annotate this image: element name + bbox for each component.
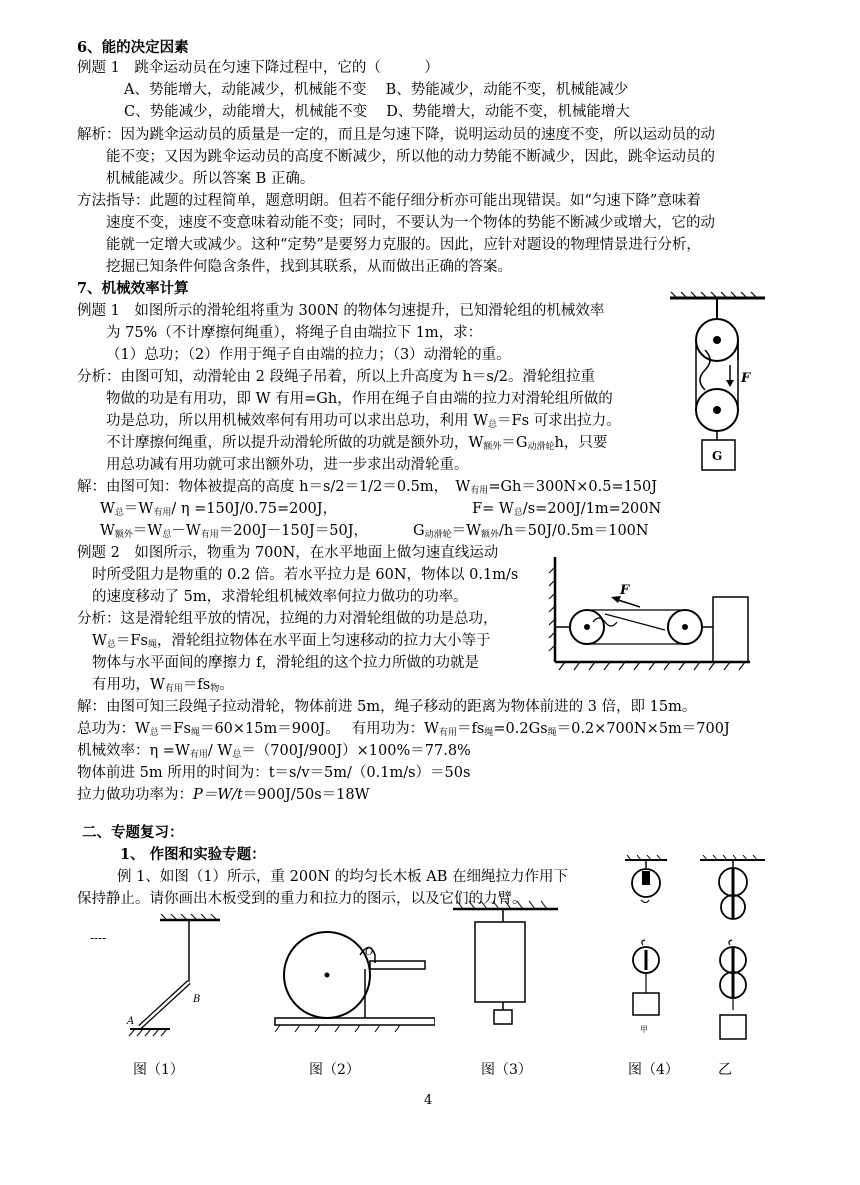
question-6: 例题 1 跳伞运动员在匀速下降过程中，它的（ ） xyxy=(77,60,439,76)
f2-line-2: $W_总=Fs_绳$，滑轮组拉物体在水平面上匀速移动的拉力大小等于 xyxy=(92,633,491,650)
f2-line-1: 分析：这是滑轮组平放的情况，拉绳的力对滑轮组做的功是总功， xyxy=(77,611,498,627)
figure-1-board xyxy=(85,912,235,1047)
q2-line-3: 的速度移动了 5m，求滑轮组机械效率何拉力做功的功率。 xyxy=(92,589,468,605)
label-jia: 甲 xyxy=(640,1025,648,1034)
label-a: A xyxy=(127,1016,135,1027)
force-label-f: F xyxy=(741,371,751,386)
k-line-4: 物体前进 5m 所用的时间为：t＝s/v＝5m/（0.1m/s）＝50s xyxy=(77,765,471,781)
q1-line-2: 为 75%（不计摩擦何绳重），将绳子自由端拉下 1m，求： xyxy=(106,325,483,341)
fx-line-4: 不计摩擦何绳重，所以提升动滑轮所做的功就是额外功，$W_{额外}=G_{动滑轮}h$，只要 xyxy=(106,435,608,452)
k-line-5: 拉力做功功率为：P＝W/t＝900J/50s＝18W xyxy=(77,787,370,803)
heading-7: 7、机械效率计算 xyxy=(77,280,189,297)
example1-line-1: 例 1、如图（1）所示，重 200N 的均匀长木板 AB 在细绳拉力作用下 xyxy=(117,869,568,885)
weight-label-g: G xyxy=(712,449,723,463)
fx-line-5: 用总功减有用功就可求出额外功，进一步求出动滑轮重。 xyxy=(106,457,469,473)
caption-fig-2: 图（2） xyxy=(309,1062,360,1078)
caption-fig-3: 图（3） xyxy=(481,1062,532,1078)
figure-2-roller xyxy=(265,925,435,1040)
method-line-4: 挖掘已知条件何隐含条件，找到其联系，从而做出正确的答案。 xyxy=(106,259,512,275)
page-number: 4 xyxy=(424,1093,433,1108)
example1-line-2: 保持静止。请你画出木板受到的重力和拉力的图示，以及它们的力臂。 xyxy=(77,891,527,907)
caption-fig-1: 图（1） xyxy=(133,1062,184,1078)
review-heading: 二、专题复习： xyxy=(82,824,184,841)
heading-6: 6、能的决定因素 xyxy=(77,39,189,56)
method-line-2: 速度不变，速度不变意味着动能不变；同时，不要认为一个物体的势能不断减少或增大，它的动 xyxy=(106,215,715,231)
fx-line-2: 物做的功是有用功，即 W 有用=Gh，作用在绳子自由端的拉力对滑轮组所做的 xyxy=(106,391,613,407)
method-line-3: 能就一定增大或减少。这种“定势”是要努力克服的。因此，应针对题设的物理情景进行分析， xyxy=(106,237,701,253)
label-b: B xyxy=(193,994,201,1005)
force-label-f-2: F xyxy=(620,583,630,598)
option-ab: A、势能增大，动能减少，机械能不变 B、势能减少，动能不变，机械能减少 xyxy=(124,82,629,98)
q2-line-1: 例题 2 如图所示，物重为 700N，在水平地面上做匀速直线运动 xyxy=(77,545,499,561)
figure-3-hanging-block xyxy=(448,897,563,1042)
f2-line-3: 物体与水平面间的摩擦力 f，滑轮组的这个拉力所做的功就是 xyxy=(92,655,479,671)
review-subheading: 1、 作图和实验专题： xyxy=(120,846,266,863)
fx-line-1: 分析：由图可知，动滑轮由 2 段绳子吊着，所以上升高度为 h＝s/2。滑轮组拉重 xyxy=(77,369,595,385)
horizontal-pulley-figure xyxy=(545,552,755,682)
q1-line-3: （1）总功；（2）作用于绳子自由端的拉力；（3）动滑轮的重。 xyxy=(106,347,511,363)
k-line-3: 机械效率：$\eta =W_{有用}/$ $W_总=(700J/900J)\times 100\%=77.8\%$ xyxy=(77,743,471,760)
pulley-block-figure xyxy=(665,290,770,475)
analysis-line-1: 解析：因为跳伞运动员的质量是一定的，而且是匀速下降，说明运动员的速度不变，所以运动员的动 xyxy=(77,127,715,143)
dashed-marker: ---- xyxy=(90,931,107,945)
f2-line-4: 有用功，$W_{有用}=fs_物$。 xyxy=(92,677,234,694)
q2-line-2: 时所受阻力是物重的 0.2 倍。若水平拉力是 60N，物体以 0.1m/s xyxy=(92,567,519,583)
caption-yi: 乙 xyxy=(718,1062,732,1078)
figure-4-pulleys xyxy=(615,855,775,1050)
q1-line-1: 例题 1 如图所示的滑轮组将重为 300N 的物体匀速提升，已知滑轮组的机械效率 xyxy=(77,303,605,319)
solution-line-3: $W_{额外}=W_总-W_{有用}=200J-150J=50J$， $G_{动滑轮}=W_{额外}/h=50J/0.5m=100N$ xyxy=(100,523,649,540)
option-cd: C、势能减少，动能增大，机械能不变 D、势能增大，动能不变，机械能增大 xyxy=(124,104,630,120)
method-line-1: 方法指导：此题的过程简单，题意明朗。但若不能仔细分析亦可能出现错误。如“匀速下降”意味着 xyxy=(77,193,701,209)
k-line-1: 解：由图可知三段绳子拉动滑轮，物体前进 5m，绳子移动的距离为物体前进的 3 倍，即 15m。 xyxy=(77,699,697,715)
solution-line-2: $W_总=W_{有用}/$ η =150J/0.75=200J， $F= W_总/s=200J/1m=200N$ xyxy=(100,501,662,518)
caption-fig-4: 图（4） xyxy=(628,1062,679,1078)
analysis-line-3: 机械能减少。所以答案 B 正确。 xyxy=(106,171,315,187)
k-line-2: 总功为：$W_总=Fs_绳=60\times 15m=900J$。 有用功为：$W_{有用}=fs_绳=0.2Gs_绳=0.2\times 700N\times 5m=700J$ xyxy=(77,721,730,738)
analysis-line-2: 能不变；又因为跳伞运动员的高度不断减少，所以他的动力势能不断减少，因此，跳伞运动员的 xyxy=(106,149,715,165)
label-o: O xyxy=(365,947,374,958)
solution-line-1: 解：由图可知：物体被提高的高度 h＝s/2＝1/2＝0.5m， $W_{有用}=Gh=300N\times 0.5=150J$ xyxy=(77,479,658,496)
fx-line-3: 功是总功，所以用机械效率何有用功可以求出总功，利用 $W_总=Fs$ 可求出拉力。 xyxy=(106,413,621,430)
